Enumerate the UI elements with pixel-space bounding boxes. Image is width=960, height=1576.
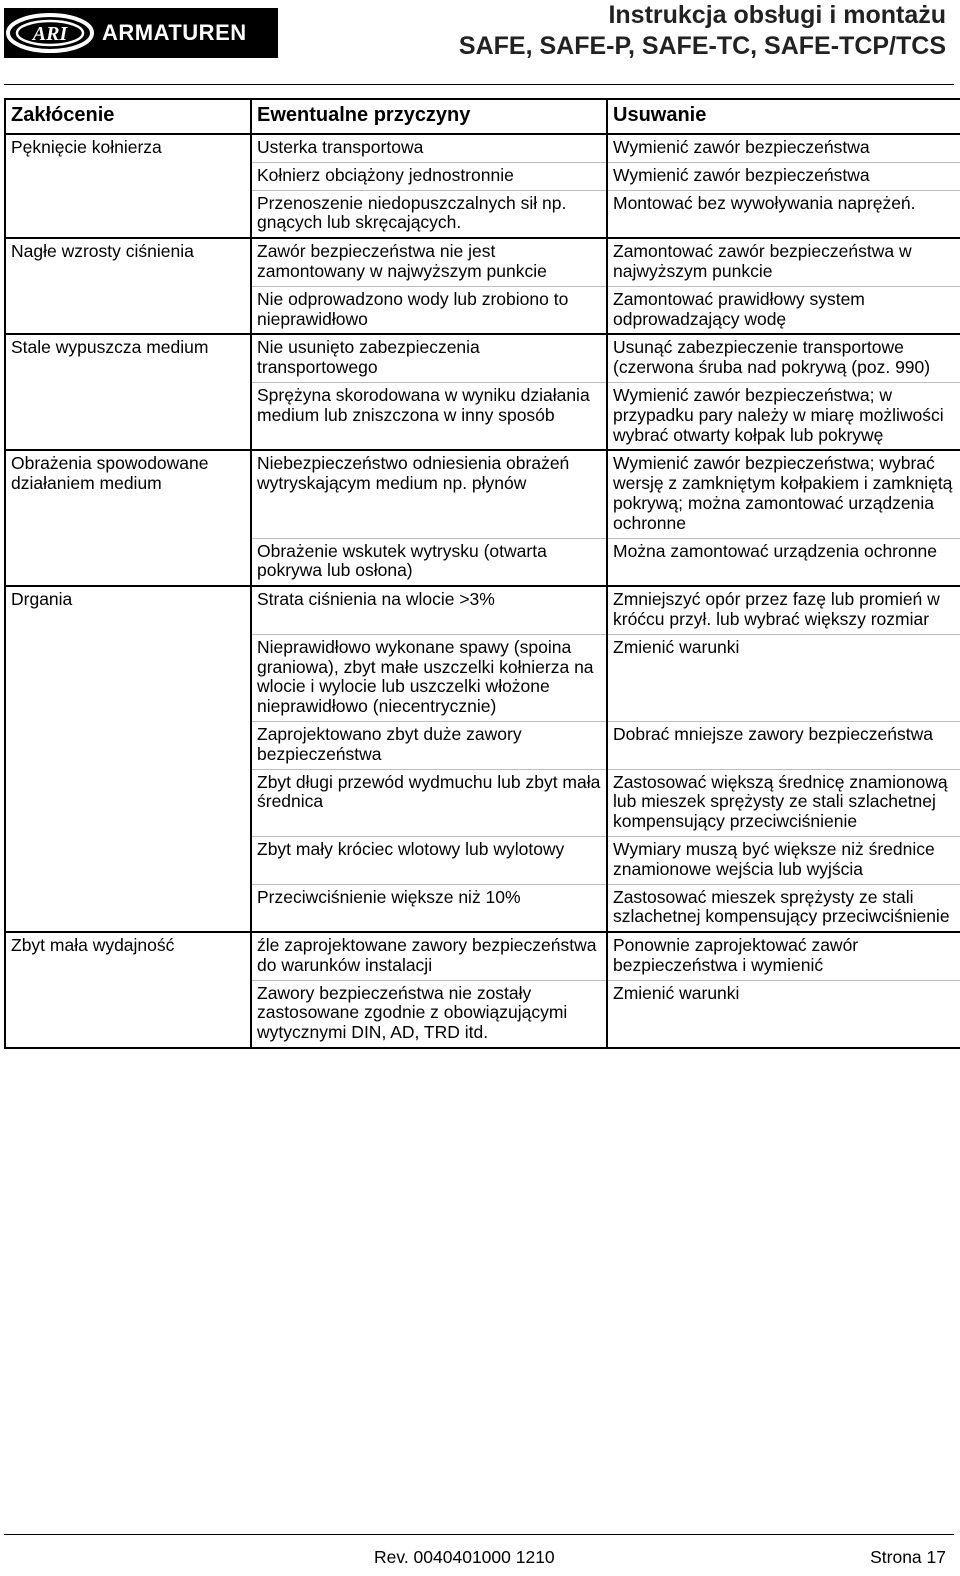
cause-cell: Obrażenie wskutek wytrysku (otwarta pokrywa lub osłona) (251, 538, 607, 586)
remedy-cell: Dobrać mniejsze zawory bezpieczeństwa (607, 721, 960, 769)
table-row (5, 932, 960, 980)
remedy-cell: Zamontować zawór bezpieczeństwa w najwyższym punkcie (607, 238, 960, 286)
remedy-cell: Zmienić warunki (607, 634, 960, 721)
cause-cell: Sprężyna skorodowana w wyniku działania medium lub zniszczona w inny sposób (251, 382, 607, 450)
remedy-cell: Zastosować mieszek sprężysty ze stali szlachetnej kompensujący przeciwciśnienie (613, 886, 950, 927)
remedy-cell: Zamontować prawidłowy system odprowadzający wodę (613, 288, 865, 329)
fault-cell: Drgania (5, 586, 251, 932)
remedy-cell: Ponownie zaprojektować zawór bezpieczeństwa i wymienić (607, 932, 960, 980)
remedy-cell: Wymiary muszą być większe niż średnice znamionowe wejścia lub wyjścia (607, 836, 960, 884)
header-fault: Zakłócenie (5, 99, 251, 134)
page-number: Strona 17 (870, 1547, 946, 1567)
remedy-cell: Zastosować większą średnicę znamionową lub mieszek sprężysty ze stali szlachetnej kompensujący przeciwciśnienie (607, 769, 960, 836)
remedy-cell: Wymienić zawór bezpieczeństwa (607, 134, 960, 162)
fault-cell: Stale wypuszcza medium (5, 334, 251, 450)
table-row (5, 586, 960, 634)
remedy-cell: Wymienić zawór bezpieczeństwa; w przypadku pary należy w miarę możliwości wybrać otwarty kołpak lub pokrywę (613, 384, 944, 445)
header-remedy: Usuwanie (607, 99, 960, 134)
cause-cell: Zaprojektowano zbyt duże zawory bezpieczeństwa (251, 721, 607, 769)
remedy-cell: Wymienić zawór bezpieczeństwa (607, 162, 960, 190)
revision-number: Rev. 0040401000 1210 (374, 1547, 555, 1567)
table-row (5, 238, 960, 286)
table-header-row (5, 99, 960, 134)
cause-cell: Nie usunięto zabezpieczenia transportowego (251, 334, 607, 382)
fault-cell: Zbyt mała wydajność (5, 932, 251, 1048)
header-rule (4, 84, 954, 85)
cause-cell: Przenoszenie niedopuszczalnych sił np. gnących lub skręcających. (251, 190, 607, 238)
fault-cell: Nagłe wzrosty ciśnienia (5, 238, 251, 334)
document-title (459, 0, 946, 62)
ari-armaturen-logo (4, 8, 278, 58)
remedy-cell: Wymienić zawór bezpieczeństwa; wybrać wersję z zamkniętym kołpakiem i zamkniętą pokrywą; można zamontować urządzenia ochronne (607, 450, 960, 538)
fault-cell: Pęknięcie kołnierza (5, 134, 251, 238)
cause-cell: Przeciwciśnienie większe niż 10% (251, 884, 607, 932)
fault-cell: Obrażenia spowodowane działaniem medium (5, 450, 251, 586)
logo-wordmark: ARMATUREN (102, 20, 247, 45)
title-line-2: SAFE, SAFE-P, SAFE-TC, SAFE-TCP/TCS (458, 32, 946, 60)
remedy-cell: Zmienić warunki (613, 982, 740, 1003)
table-row (5, 450, 960, 538)
table-row (5, 334, 960, 382)
cause-cell: Strata ciśnienia na wlocie >3% (251, 586, 607, 634)
cause-cell: Zbyt mały króciec wlotowy lub wylotowy (251, 836, 607, 884)
page-footer (4, 1534, 954, 1567)
table-row (5, 134, 960, 162)
remedy-cell: Usunąć zabezpieczenie transportowe (czerwona śruba nad pokrywą (poz. 990) (607, 334, 960, 382)
title-line-1: Instrukcja obsługi i montażu (608, 1, 946, 29)
remedy-cell: Można zamontować urządzenia ochronne (613, 540, 937, 561)
cause-cell: Nieprawidłowo wykonane spawy (spoina graniowa), zbyt małe uszczelki kołnierza na wlocie i wylocie lub uszczelki włożone nieprawidłowo (niecentrycznie) (251, 634, 607, 721)
svg-text:ARI: ARI (32, 23, 68, 45)
header-causes: Ewentualne przyczyny (251, 99, 607, 134)
cause-cell: Zawory bezpieczeństwa nie zostały zastosowane zgodnie z obowiązującymi wytycznymi DIN, AD, TRD itd. (251, 980, 607, 1048)
cause-cell: Kołnierz obciążony jednostronnie (251, 162, 607, 190)
cause-cell: Nie odprowadzono wody lub zrobiono to nieprawidłowo (251, 286, 607, 334)
cause-cell: Zbyt długi przewód wydmuchu lub zbyt mała średnica (251, 769, 607, 836)
remedy-cell: Montować bez wywoływania naprężeń. (613, 192, 916, 213)
remedy-cell: Zmniejszyć opór przez fazę lub promień w króćcu przył. lub wybrać większy rozmiar (607, 586, 960, 634)
cause-cell: Niebezpieczeństwo odniesienia obrażeń wytryskającym medium np. płynów (251, 450, 607, 538)
ari-logo-emblem (4, 12, 96, 54)
cause-cell: Usterka transportowa (251, 134, 607, 162)
troubleshooting-table (4, 98, 960, 1049)
cause-cell: Zawór bezpieczeństwa nie jest zamontowany w najwyższym punkcie (251, 238, 607, 286)
cause-cell: źle zaprojektowane zawory bezpieczeństwa do warunków instalacji (251, 932, 607, 980)
